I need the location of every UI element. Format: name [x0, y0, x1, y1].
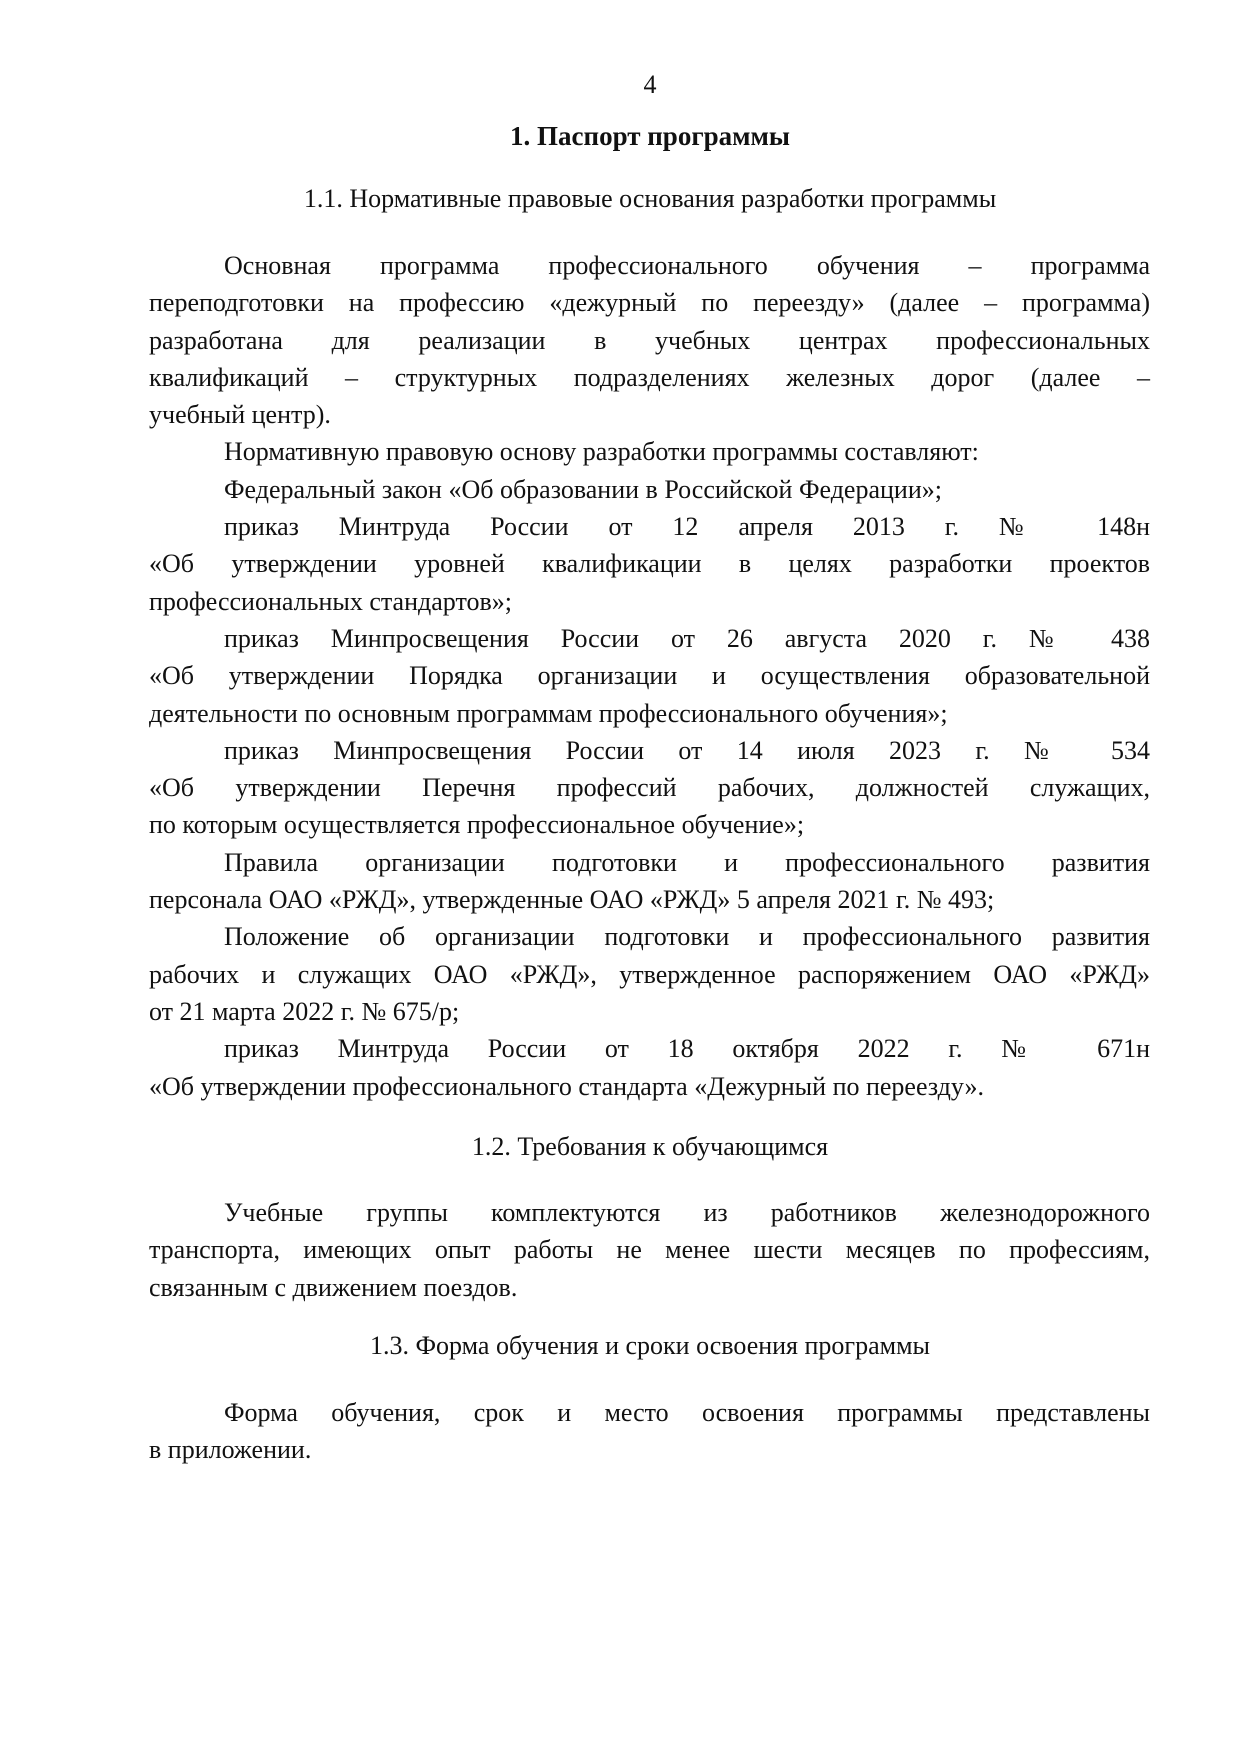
- page-number: 4: [643, 70, 657, 99]
- text-line: по которым осуществляется профессиональное обучение»;: [149, 810, 805, 840]
- text-line: Положение об организации подготовки и профессионального развития: [224, 922, 1150, 952]
- text-line: учебный центр).: [149, 400, 331, 430]
- text-line: приказ Минтруда России от 18 октября 2022 г. № 671н: [224, 1034, 1150, 1064]
- text-line: «Об утверждении уровней квалификации в целях разработки проектов: [149, 549, 1150, 579]
- section-heading-1-2: 1.2. Требования к обучающимся: [471, 1132, 829, 1161]
- text-line: «Об утверждении Порядка организации и осуществления образовательной: [149, 661, 1150, 691]
- text-line: транспорта, имеющих опыт работы не менее шести месяцев по профессиям,: [149, 1235, 1150, 1265]
- text-line: разработана для реализации в учебных центрах профессиональных: [149, 325, 1150, 355]
- section-body-1-3: [149, 1394, 1150, 1469]
- section-body-1-2: [149, 1194, 1150, 1306]
- text-line: связанным с движением поездов.: [149, 1272, 518, 1302]
- text-line: приказ Минпросвещения России от 14 июля 2023 г. № 534: [224, 735, 1150, 765]
- text-line: квалификаций – структурных подразделениях железных дорог (далее –: [149, 362, 1150, 392]
- text-line: приказ Минтруда России от 12 апреля 2013 г. № 148н: [224, 512, 1150, 542]
- section-heading-1-1: 1.1. Нормативные правовые основания разработки программы: [303, 184, 997, 213]
- text-line: Правила организации подготовки и профессионального развития: [224, 847, 1150, 877]
- text-line: Основная программа профессионального обучения – программа: [224, 251, 1150, 280]
- text-line: профессиональных стандартов»;: [149, 586, 512, 616]
- text-line: от 21 марта 2022 г. № 675/р;: [149, 996, 460, 1026]
- text-line: деятельности по основным программам профессионального обучения»;: [149, 698, 948, 728]
- document-title: 1. Паспорт программы: [510, 121, 790, 151]
- text-line: «Об утверждении Перечня профессий рабочих, должностей служащих,: [149, 773, 1150, 803]
- text-line: Учебные группы комплектуются из работников железнодорожного: [224, 1198, 1150, 1227]
- text-line: приказ Минпросвещения России от 26 августа 2020 г. № 438: [224, 623, 1150, 653]
- section-body-1-1: [149, 247, 1150, 1105]
- section-heading-1-3: 1.3. Форма обучения и сроки освоения программы: [369, 1331, 931, 1360]
- text-line: Федеральный закон «Об образовании в Российской Федерации»;: [224, 474, 942, 504]
- text-line: в приложении.: [149, 1435, 312, 1465]
- text-line: рабочих и служащих ОАО «РЖД», утвержденное распоряжением ОАО «РЖД»: [149, 959, 1150, 989]
- text-line: Нормативную правовую основу разработки программы составляют:: [224, 437, 979, 467]
- text-line: переподготовки на профессию «дежурный по переезду» (далее – программа): [149, 288, 1150, 318]
- text-line: персонала ОАО «РЖД», утвержденные ОАО «РЖД» 5 апреля 2021 г. № 493;: [149, 885, 995, 915]
- text-line: Форма обучения, срок и место освоения программы представлены: [224, 1398, 1150, 1427]
- text-line: «Об утверждении профессионального стандарта «Дежурный по переезду».: [149, 1071, 985, 1101]
